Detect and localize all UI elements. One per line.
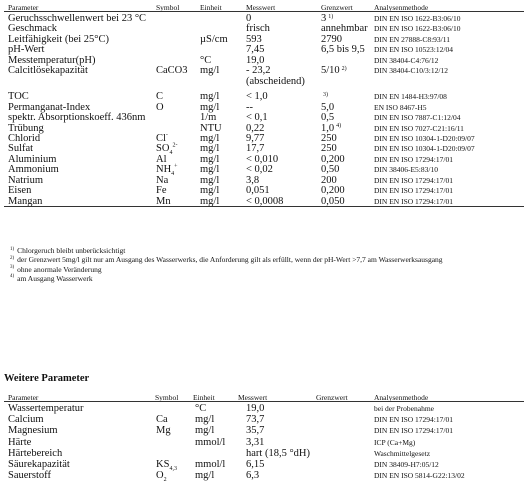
footnote-text: der Grenzwert 5mg/l gilt nur am Ausgang des Wasserwerks, die Anforderung gilt als erfüllt, wenn der pH-Wert >7,7 am Wasserwerksausgang bbox=[17, 255, 443, 265]
table-row bbox=[0, 414, 524, 425]
table-row bbox=[0, 425, 524, 436]
measured-value: 593 bbox=[246, 33, 262, 45]
measured-value: (abscheidend) bbox=[246, 75, 305, 87]
parameter-cell: Mangan bbox=[8, 195, 43, 207]
parameter-cell: Calcitlösekapazität bbox=[8, 65, 88, 77]
parameter-cell: Leitfähigkeit (bei 25°C) bbox=[8, 33, 110, 45]
header-rule bbox=[4, 11, 524, 12]
limit-text: 200 bbox=[321, 174, 337, 186]
limit-value bbox=[321, 123, 341, 134]
unit-cell: 1/m bbox=[200, 112, 217, 124]
header-measured: Messwert bbox=[238, 393, 268, 402]
parameter-cell: Sauerstoff bbox=[8, 470, 51, 482]
symbol-cell bbox=[156, 163, 178, 178]
parameter-cell: Geruchsschwellenwert bei 23 °C bbox=[8, 13, 147, 24]
unit-cell: µS/cm bbox=[200, 33, 228, 45]
method-cell: DIN EN ISO 10523:12/04 bbox=[374, 45, 453, 55]
measured-value: 19,0 bbox=[246, 403, 265, 414]
table-row bbox=[0, 44, 524, 55]
table-row bbox=[0, 437, 524, 448]
limit-text: 250 bbox=[321, 143, 337, 155]
measured-value: frisch bbox=[246, 23, 270, 35]
table-bottom-rule bbox=[4, 206, 524, 207]
limit-text: 0,200 bbox=[321, 153, 345, 165]
measured-value: 73,7 bbox=[246, 414, 265, 426]
measured-value: hart (18,5 °dH) bbox=[246, 447, 310, 459]
limit-text: 2790 bbox=[321, 33, 342, 45]
limit-value bbox=[321, 154, 345, 165]
method-cell: DIN EN ISO 17294:17/01 bbox=[374, 175, 453, 185]
table-row bbox=[0, 65, 524, 76]
symbol-text: NH bbox=[156, 164, 172, 176]
parameter-cell: Säurekapazität bbox=[8, 459, 70, 470]
symbol-text: Cl bbox=[156, 132, 166, 144]
symbol-text: CaCO3 bbox=[156, 65, 188, 77]
method-cell: DIN EN ISO 17294:17/01 bbox=[374, 186, 453, 196]
unit-cell: mg/l bbox=[195, 425, 215, 437]
unit-cell: mg/l bbox=[200, 153, 220, 165]
table-row bbox=[0, 112, 524, 123]
table-row bbox=[0, 403, 524, 414]
parameter-cell: Aluminium bbox=[8, 153, 57, 165]
parameter-cell: Wassertemperatur bbox=[8, 403, 84, 414]
table-row bbox=[0, 154, 524, 165]
symbol-cell bbox=[156, 142, 178, 157]
limit-text: annehmbar bbox=[321, 23, 368, 35]
measured-value: 6,15 bbox=[246, 459, 265, 470]
symbol-text: Al bbox=[156, 153, 167, 165]
measured-value: < 1,0 bbox=[246, 91, 268, 103]
unit-cell: mg/l bbox=[200, 132, 220, 144]
limit-text: 6,5 bis 9,5 bbox=[321, 44, 365, 56]
footnote-mark: 2) bbox=[10, 255, 15, 261]
measured-value: - 23,2 bbox=[246, 65, 271, 77]
method-cell: DIN EN ISO 7027-C21:16/11 bbox=[374, 123, 464, 133]
symbol-subscript: 4,3 bbox=[169, 466, 177, 473]
unit-cell: °C bbox=[195, 403, 207, 414]
table-row bbox=[0, 91, 524, 102]
symbol-text: C bbox=[156, 91, 164, 103]
unit-cell: mg/l bbox=[200, 195, 220, 207]
method-cell: DIN EN ISO 17294:17/01 bbox=[374, 415, 453, 425]
measured-value: < 0,02 bbox=[246, 164, 273, 176]
footnote-text: Chlorgeruch bleibt unberücksichtigt bbox=[17, 246, 126, 255]
footnote bbox=[10, 255, 443, 264]
symbol-cell bbox=[156, 65, 188, 76]
measured-value: < 0,1 bbox=[246, 112, 268, 124]
symbol-text: Na bbox=[156, 174, 169, 186]
table-row bbox=[0, 185, 524, 196]
parameter-cell: Chlorid bbox=[8, 132, 41, 144]
measured-value: 3,8 bbox=[246, 174, 260, 186]
method-cell: DIN EN ISO 17294:17/01 bbox=[374, 154, 453, 164]
parameter-cell: Ammonium bbox=[8, 164, 59, 176]
symbol-text: Mg bbox=[156, 425, 171, 437]
parameter-cell: Geschmack bbox=[8, 23, 57, 35]
table-row bbox=[0, 459, 524, 473]
limit-value bbox=[321, 65, 347, 76]
measured-value: 0,051 bbox=[246, 185, 270, 197]
symbol-cell bbox=[156, 196, 171, 207]
symbol-text: Mn bbox=[156, 195, 171, 207]
parameter-cell: spektr. Absorptionskoeff. 436nm bbox=[8, 112, 146, 124]
symbol-subscript: 4 bbox=[169, 150, 173, 157]
limit-value bbox=[321, 175, 337, 186]
limit-text: 1,0 bbox=[321, 122, 335, 134]
limit-text: 5/10 bbox=[321, 65, 340, 77]
table-row bbox=[0, 142, 524, 157]
limit-value bbox=[321, 102, 334, 113]
symbol-text: Fe bbox=[156, 185, 167, 197]
table-row bbox=[0, 163, 524, 178]
method-cell: DIN EN ISO 5814-G22:13/02 bbox=[374, 471, 465, 481]
header-limit: Grenzwert bbox=[321, 3, 353, 12]
section-title: Weitere Parameter bbox=[4, 373, 90, 384]
symbol-superscript: 2- bbox=[172, 142, 178, 149]
limit-value bbox=[321, 91, 328, 102]
limit-value bbox=[321, 143, 337, 154]
method-cell: bei der Probenahme bbox=[374, 404, 434, 413]
method-cell: DIN EN 27888-C8:93/11 bbox=[374, 34, 450, 44]
symbol-text: O bbox=[156, 470, 164, 482]
method-cell: DIN 38406-E5:83/10 bbox=[374, 165, 438, 175]
limit-value bbox=[321, 34, 342, 45]
parameter-cell: Magnesium bbox=[8, 425, 58, 437]
measured-value: 35,7 bbox=[246, 425, 265, 437]
limit-text: 0,50 bbox=[321, 164, 340, 176]
footnote-mark: 1) bbox=[10, 246, 15, 252]
limit-text: 0,5 bbox=[321, 112, 335, 124]
table-row bbox=[0, 175, 524, 186]
method-cell: EN ISO 8467-H5 bbox=[374, 102, 427, 112]
measured-value: 0 bbox=[246, 13, 252, 24]
method-cell: DIN 38404-C10/3:12/12 bbox=[374, 66, 448, 76]
measured-value: < 0,010 bbox=[246, 153, 279, 165]
method-cell: ICP (Ca+Mg) bbox=[374, 437, 416, 447]
header-measured: Messwert bbox=[246, 3, 276, 12]
symbol-subscript: 4 bbox=[171, 171, 175, 178]
unit-cell: mg/l bbox=[200, 164, 220, 176]
table-row bbox=[0, 102, 524, 113]
unit-cell: mg/l bbox=[200, 143, 220, 155]
symbol-cell bbox=[156, 185, 167, 196]
header-unit: Einheit bbox=[200, 3, 222, 12]
symbol-text: KS bbox=[156, 459, 170, 470]
method-cell: DIN 38409-H7:05/12 bbox=[374, 460, 439, 469]
limit-text: 0,050 bbox=[321, 195, 345, 207]
limit-value bbox=[321, 164, 339, 175]
limit-footnote-mark: 3) bbox=[323, 91, 328, 98]
header-method: Analysenmethode bbox=[374, 393, 429, 402]
table-row bbox=[0, 34, 524, 45]
limit-value bbox=[321, 133, 337, 144]
unit-cell: mg/l bbox=[200, 91, 220, 103]
parameter-cell: Messtemperatur(pH) bbox=[8, 54, 96, 66]
unit-cell: mg/l bbox=[195, 470, 215, 482]
limit-value bbox=[321, 112, 334, 123]
footnote bbox=[10, 274, 93, 283]
limit-text: 0,200 bbox=[321, 185, 345, 197]
method-cell: DIN 38404-C4:76/12 bbox=[374, 55, 439, 65]
header-symbol: Symbol bbox=[155, 393, 179, 402]
unit-cell: mg/l bbox=[200, 101, 220, 113]
measured-value: 3,31 bbox=[246, 436, 265, 448]
symbol-cell bbox=[156, 425, 171, 436]
header-limit: Grenzwert bbox=[316, 393, 348, 402]
header-symbol: Symbol bbox=[156, 3, 180, 12]
parameter-cell: Eisen bbox=[8, 185, 32, 197]
parameter-cell: Permanganat-Index bbox=[8, 101, 91, 113]
limit-text: 5,0 bbox=[321, 101, 335, 113]
unit-cell: mg/l bbox=[195, 414, 215, 426]
unit-cell: mg/l bbox=[200, 65, 220, 77]
method-cell: DIN EN ISO 17294:17/01 bbox=[374, 426, 453, 436]
method-cell: DIN EN ISO 1622-B3:06/10 bbox=[374, 14, 461, 23]
footnote-text: ohne anormale Veränderung bbox=[17, 264, 102, 274]
symbol-text: SO bbox=[156, 143, 170, 155]
symbol-cell bbox=[156, 175, 168, 186]
parameter-cell: Härtebereich bbox=[8, 447, 63, 459]
symbol-cell bbox=[156, 470, 167, 484]
table-row bbox=[0, 133, 524, 144]
limit-footnote-mark: 1) bbox=[328, 13, 334, 20]
header-method: Analysenmethode bbox=[374, 3, 429, 12]
method-cell: DIN EN ISO 7887-C1:12/04 bbox=[374, 113, 461, 123]
measured-value: 9,77 bbox=[246, 132, 265, 144]
method-cell: DIN EN 1484-H3:97/08 bbox=[374, 92, 447, 102]
symbol-text: Ca bbox=[156, 414, 168, 426]
unit-cell: mmol/l bbox=[195, 459, 226, 470]
measured-value: 6,3 bbox=[246, 470, 260, 482]
parameter-cell: Calcium bbox=[8, 414, 44, 426]
footnote bbox=[10, 246, 125, 255]
unit-cell: mmol/l bbox=[195, 436, 226, 448]
table-row bbox=[0, 123, 524, 134]
parameter-cell: Sulfat bbox=[8, 143, 34, 155]
footnote-mark: 3) bbox=[10, 265, 15, 271]
table-row bbox=[0, 448, 524, 459]
table-row bbox=[0, 23, 524, 34]
unit-cell: NTU bbox=[200, 122, 222, 134]
footnote-text: am Ausgang Wasserwerk bbox=[17, 273, 93, 283]
footnote-mark: 4) bbox=[10, 274, 15, 280]
table-row bbox=[0, 76, 524, 87]
symbol-subscript: 2 bbox=[163, 477, 167, 484]
measured-value: 17,7 bbox=[246, 143, 265, 155]
table-row bbox=[0, 13, 524, 24]
method-cell: Waschmittelgesetz bbox=[374, 448, 431, 458]
header-parameter: Parameter bbox=[8, 393, 39, 402]
limit-value bbox=[321, 44, 365, 55]
header-rule bbox=[4, 401, 524, 402]
measured-value: 7,45 bbox=[246, 44, 265, 56]
symbol-text: O bbox=[156, 101, 164, 113]
limit-footnote-mark: 4) bbox=[336, 123, 342, 129]
limit-text: 3 bbox=[321, 13, 327, 24]
table-row bbox=[0, 196, 524, 207]
method-cell: DIN EN ISO 10304-1-D20:09/07 bbox=[374, 133, 475, 143]
symbol-superscript: + bbox=[174, 163, 178, 170]
parameter-cell: Härte bbox=[8, 436, 32, 448]
measured-value: < 0,0008 bbox=[246, 195, 284, 207]
header-parameter: Parameter bbox=[8, 3, 39, 12]
unit-cell: mg/l bbox=[200, 174, 220, 186]
header-unit: Einheit bbox=[193, 393, 215, 402]
measured-value: 0,22 bbox=[246, 122, 265, 134]
limit-value bbox=[321, 23, 368, 34]
unit-cell: mg/l bbox=[200, 185, 220, 197]
method-cell: DIN EN ISO 17294:17/01 bbox=[374, 196, 453, 206]
unit-cell: °C bbox=[200, 54, 212, 66]
symbol-superscript: - bbox=[165, 132, 168, 139]
symbol-cell bbox=[156, 459, 177, 473]
footnote bbox=[10, 265, 102, 274]
symbol-cell bbox=[156, 102, 164, 113]
limit-value bbox=[321, 13, 333, 24]
parameter-cell: TOC bbox=[8, 91, 29, 103]
limit-text: 250 bbox=[321, 132, 337, 144]
measured-value: -- bbox=[246, 101, 253, 113]
table-row bbox=[0, 470, 524, 484]
table-row bbox=[0, 55, 524, 66]
symbol-cell bbox=[156, 91, 163, 102]
limit-value bbox=[321, 196, 345, 207]
parameter-cell: Trübung bbox=[8, 122, 44, 134]
limit-footnote-mark: 2) bbox=[341, 65, 347, 72]
symbol-cell bbox=[156, 414, 168, 425]
limit-value bbox=[321, 185, 345, 196]
method-cell: DIN EN ISO 10304-1-D20:09/07 bbox=[374, 144, 475, 154]
parameter-cell: pH-Wert bbox=[8, 44, 45, 56]
parameter-cell: Natrium bbox=[8, 174, 43, 186]
measured-value: 19,0 bbox=[246, 54, 265, 66]
method-cell: DIN EN ISO 1622-B3:06/10 bbox=[374, 24, 461, 34]
